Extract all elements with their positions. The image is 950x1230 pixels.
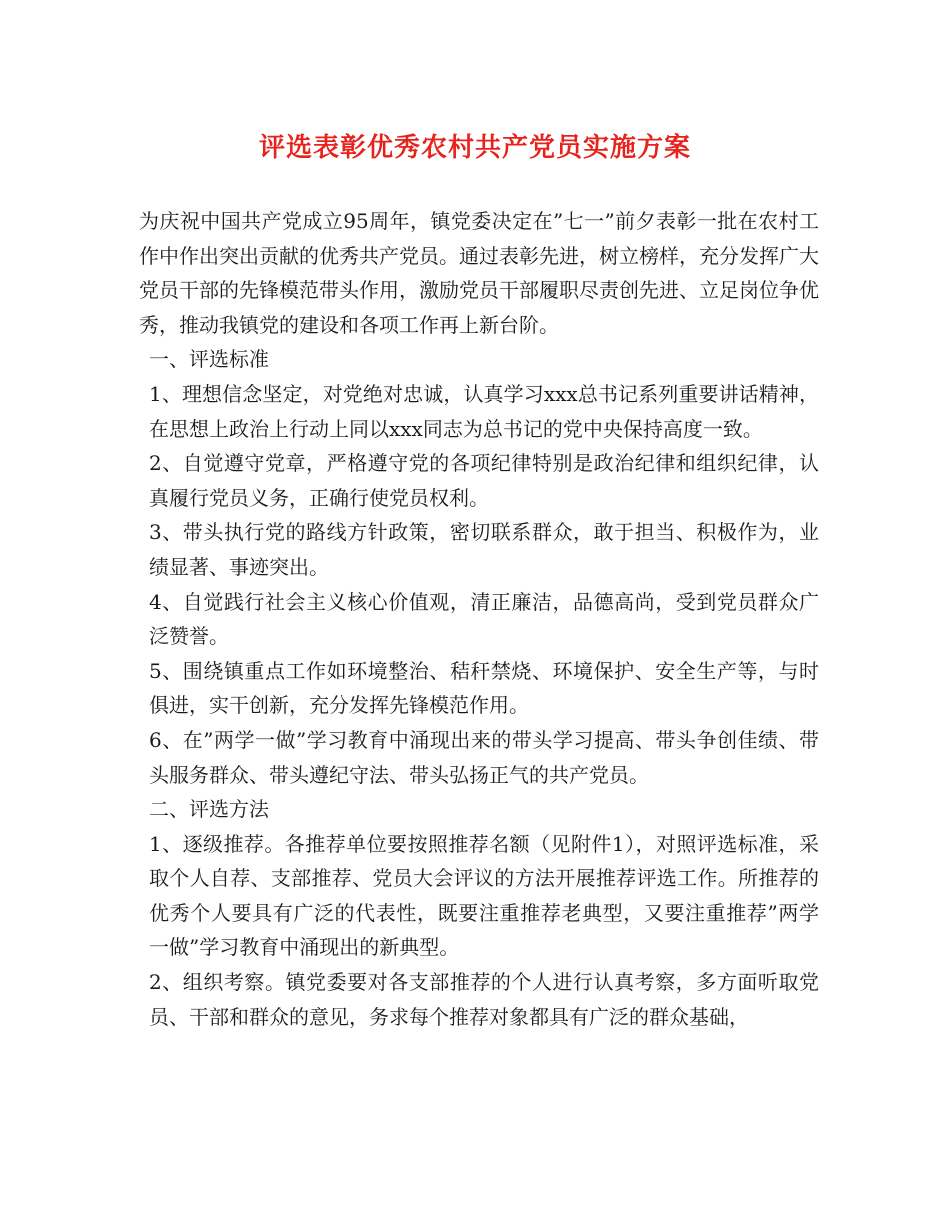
criteria-item-2: 2、自觉遵守党章，严格遵守党的各项纪律特别是政治纪律和组织纪律，认真履行党员义务，正确行使党员权利。 <box>149 451 819 510</box>
section-heading-criteria: 一、评选标准 <box>149 347 269 372</box>
method-item-2: 2、组织考察。镇党委要对各支部推荐的个人进行认真考察，多方面听取党员、干部和群众的意见，务求每个推荐对象都具有广泛的群众基础， <box>149 970 819 1029</box>
criteria-item-3: 3、带头执行党的路线方针政策，密切联系群众，敢于担当、积极作为，业绩显著、事迹突出。 <box>149 520 819 579</box>
criteria-item-4: 4、自觉践行社会主义核心价值观，清正廉洁，品德高尚，受到党员群众广泛赞誉。 <box>149 589 819 649</box>
intro-paragraph: 为庆祝中国共产党成立95周年，镇党委决定在”七一”前夕表彰一批在农村工作中作出突出贡献的优秀共产党员。通过表彰先进，树立榜样，充分发挥广大党员干部的先锋模范带头作用，激励党员干部履职尽责创先进、立足岗位争优秀，推动我镇党的建设和各项工作再上新台阶。 <box>139 209 819 337</box>
document-body <box>139 204 819 1034</box>
criteria-item-1: 1、理想信念坚定，对党绝对忠诚，认真学习xxx总书记系列重要讲话精神，在思想上政治上行动上同以xxx同志为总书记的党中央保持高度一致。 <box>149 381 819 441</box>
method-item-1: 1、逐级推荐。各推荐单位要按照推荐名额（见附件1），对照评选标准，采取个人自荐、支部推荐、党员大会评议的方法开展推荐评选工作。所推荐的优秀个人要具有广泛的代表性，既要注重推荐老典型，又要注重推荐”两学一做”学习教育中涌现出的新典型。 <box>149 831 819 960</box>
criteria-item-5: 5、围绕镇重点工作如环境整治、秸秆禁烧、环境保护、安全生产等，与时俱进，实干创新，充分发挥先锋模范作用。 <box>149 658 819 718</box>
criteria-item-6: 6、在”两学一做”学习教育中涌现出来的带头学习提高、带头争创佳绩、带头服务群众、带头遵纪守法、带头弘扬正气的共产党员。 <box>149 727 819 787</box>
document-title: 评选表彰优秀农村共产党员实施方案 <box>258 133 691 163</box>
section-heading-method: 二、评选方法 <box>149 797 269 822</box>
